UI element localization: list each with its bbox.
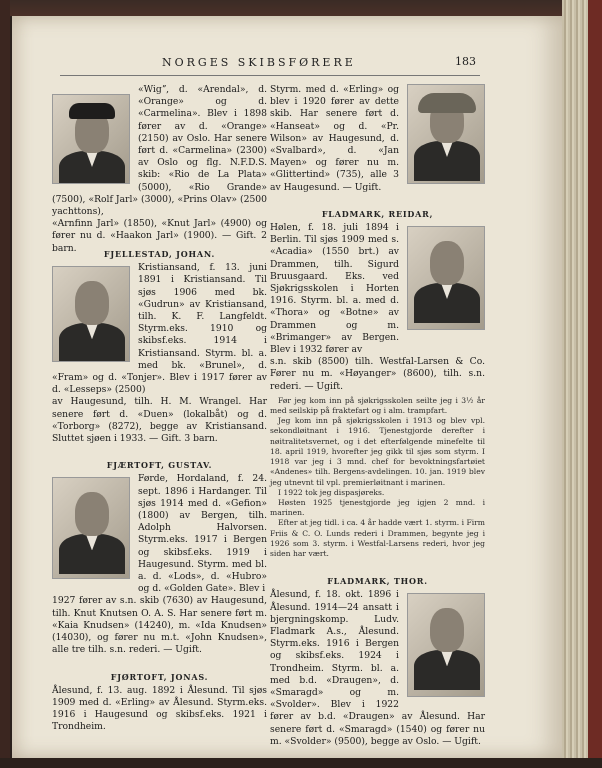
portrait-photo bbox=[52, 477, 130, 579]
entry-fladmark-thor bbox=[270, 575, 485, 748]
portrait-photo bbox=[407, 226, 485, 330]
entry-name: FJÆRTOFT, GUSTAV. bbox=[106, 460, 213, 471]
entry-text: «Wigˮ, d. «Arendal», d. «Orange» og d. «Carmelina». Blev i 1898 fører av d. «Orange» (2150) av Oslo. Har senere ført d. «Carmelina» (2300) av Oslo og flg. N.F.D.S. skib: «Rio de La Plata» (5000), «Rio Grande» (7500), «Rolf Jarl» (3000), «Prins Olav» (2500 yachttons), bbox=[52, 84, 267, 218]
page-number: 183 bbox=[455, 55, 476, 68]
entry-note bbox=[270, 396, 485, 559]
entry-text: Hølen, f. 18. juli 1894 i Berlin. Til sjøs 1909 med s. «Acadia» (1550 brt.) av Drammen, tilh. Sigurd Bruusgaard. Eks. ved Sjøkrigsskolen i Horten 1916. Styrm. bl. a. med d. «Thora» og «Botne» av Drammen og m. «Brimanger» av Bergen. Blev i 1932 fører av bbox=[270, 222, 399, 356]
book-binding-left bbox=[0, 0, 10, 768]
portrait-photo bbox=[52, 266, 130, 362]
header-rule bbox=[60, 75, 480, 76]
note-paragraph: Jeg kom inn på sjøkrigsskolen i 1913 og blev vpl. sekondløitnant i 1916. Tjenestgjorde derefter i nøitralitetsvernet, og i det efterfølgende minefelte til 18. april 1919, hvorefter jeg gikk til sjøs som styrm. I 1918 var jeg i 3 mnd. chef for bevoktningsfartøiet «Andenes» tilh. Bergens-avdelingen. 10. jan. 1919 blev jeg utnevnt til vpl. premierløitnant i marinen. bbox=[270, 416, 485, 487]
note-paragraph: I 1922 tok jeg dispasjøreks. bbox=[278, 487, 385, 497]
book-cover-top bbox=[0, 0, 602, 16]
entry-name: FLADMARK, THOR. bbox=[327, 576, 428, 587]
entry-text: Førde, Hordaland, f. 24. sept. 1896 i Hardanger. Til sjøs 1914 med d. «Gefion» (1800) av Bergen, tilh. Adolph Halvorsen. Styrm.eks. 1917 i Bergen og skibsf.eks. 1919 i Haugesund. Styrm. med bl. a. d. «Lods», d. «Hubro» og d. «Golden Gate». Blev i bbox=[138, 473, 267, 595]
entry-fjaertoft-gustav bbox=[52, 459, 267, 656]
note-paragraph: Høsten 1925 tjenestgjorde jeg igjen 2 mnd. i marinen. bbox=[270, 497, 485, 518]
entry-name: FJELLESTAD, JOHAN. bbox=[103, 249, 216, 259]
entry-text-continued: s.n. skib (8500) tilh. Westfal-Larsen & Co. Fører nu m. «Høyanger» (8600), tilh. s.n. rederi. — Ugift. bbox=[270, 356, 485, 392]
entry-name: FLADMARK, REIDAR, bbox=[321, 208, 434, 219]
entry-text-continued: 1927 fører av s.n. skib (7630) av Haugesund, tilh. Knut Knutsen O. A. S. Har senere ført m. «Kaia Knudsen» (14240), m. «Ida Knudsen» (14030), og fører nu m.t. «John Knudsen», alle tre tilh. s.n. rederi. — Ugift. bbox=[52, 595, 267, 656]
running-title: NORGES SKIBSFØRERE bbox=[162, 56, 356, 69]
entry-fjellestad bbox=[52, 248, 267, 445]
entry-text: Ålesund, f. 18. okt. 1896 i Ålesund. 1914—24 ansatt i bjergningskomp. Ludv. Fladmark A.s., Ålesund. Styrm.eks. 1916 i Bergen og skibsf.eks. 1924 i Trondheim. Styrm. bl. a. med b.d. «Draugen», d. «Smaragd» og m. «Svolder». Blev i 1922 fører av b.d. «Draugen» av Ålesund. Har senere ført d. «Smaragd» (1540) og fører nu m. «Svolder» (9500), begge av Oslo. — Ugift. bbox=[270, 589, 485, 747]
entry-name: FJØRTOFT, JONAS. bbox=[110, 671, 209, 682]
page-header bbox=[62, 56, 482, 76]
portrait-photo bbox=[407, 593, 485, 697]
entry-fjortoft-continued bbox=[270, 84, 485, 194]
entry-text: Kristiansand, f. 13. juni 1891 i Kristiansand. Til sjøs 1906 med bk. «Gudrun» av Kristiansand, tilh. K. F. Langfeldt. Styrm.eks. 1910 og skibsf.eks. 1914 i Kristiansand. Styrm. bl. a. med bk. «Brunel», d. «Fram» og d. «Tonjer». Blev i 1917 fører av d. «Lesseps» (2500) bbox=[52, 262, 267, 396]
portrait-photo bbox=[52, 94, 130, 184]
entry-fladmark-reidar bbox=[270, 194, 485, 559]
entry-text-continued: «Arnfinn Jarl» (1850), «Knut Jarl» (4900) og fører nu d. «Haakon Jarl» (1900). — Gift. 2 barn. bbox=[52, 218, 267, 254]
entry-fjortoft-jonas bbox=[52, 671, 267, 734]
left-column bbox=[52, 84, 267, 734]
entry-text-continued: av Haugesund, tilh. H. M. Wrangel. Har senere ført d. «Duen» (lokalbåt) og d. «Torborg» (8272), begge av Kristiansand. Sluttet sjøen i 1933. — Gift. 3 barn. bbox=[52, 396, 267, 445]
entry-text: Styrm. med d. «Erling» og blev i 1920 fører av dette skib. Har senere ført d. «Hanseat» og d. «Pr. Wilson» av Haugesund, d. «Svalbard», d. «Jan Mayen» og fører nu m. «Glittertind» (735), alle 3 av Haugesund. — Ugift. bbox=[270, 84, 399, 193]
entry-text: Ålesund, f. 13. aug. 1892 i Ålesund. Til sjøs 1909 med d. «Erling» av Ålesund. Styrm.eks. 1916 i Haugesund og skibsf.eks. 1921 i Trondheim. bbox=[52, 684, 267, 733]
note-paragraph: Efter at jeg tidl. i ca. 4 år hadde vært 1. styrm. i Firm Friis & C. O. Lunds rederi i Drammen, begynte jeg i 1926 som 3. styrm. i Westfal-Larsens rederi, hvor jeg siden har vært. bbox=[270, 518, 485, 558]
right-column bbox=[270, 84, 485, 748]
book-bottom-edge bbox=[0, 758, 602, 768]
book-cover-right bbox=[588, 0, 602, 768]
note-paragraph: Før jeg kom inn på sjøkrigsskolen seilte jeg i 3½ år med seilskip på fraktefart og i alm. trampfart. bbox=[270, 395, 485, 416]
portrait-photo bbox=[407, 84, 485, 184]
